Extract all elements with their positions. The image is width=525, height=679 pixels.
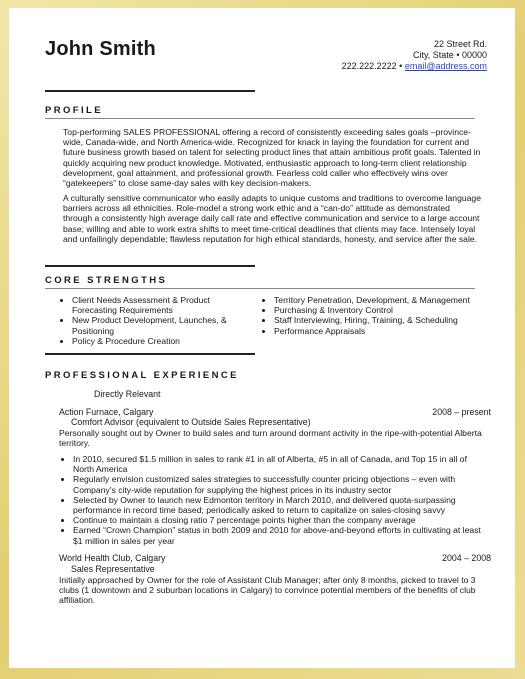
- strength-item: • Territory Penetration, Development, & Management: [274, 295, 480, 305]
- job-company: Action Furnace, Calgary: [59, 407, 154, 417]
- candidate-name: John Smith: [45, 38, 156, 60]
- experience-subheading: Directly Relevant: [94, 389, 161, 399]
- strength-item: • Client Needs Assessment & Product Forecasting Requirements: [72, 295, 254, 315]
- profile-section-title: PROFILE: [45, 105, 103, 116]
- strengths-section-title: CORE STRENGTHS: [45, 275, 168, 286]
- strength-item: • Staff Interviewing, Hiring, Training, & Scheduling: [274, 315, 480, 325]
- achievement-item: • Selected by Owner to launch new Edmonton territory in March 2010, and delivered quota-surpassing performance in record time based; periodically asked to return to capitalize on sales-closing savvy: [73, 495, 485, 515]
- profile-rule-bottom: [45, 118, 475, 119]
- phone-email-line: [342, 61, 487, 72]
- address-line2: City, State • 00000: [412, 50, 487, 60]
- strengths-rule-top: [45, 265, 255, 267]
- strength-item: • Performance Appraisals: [274, 326, 480, 336]
- job-header: [59, 553, 491, 563]
- email-link[interactable]: email@address.com: [404, 61, 487, 71]
- job-role: Comfort Advisor (equivalent to Outside Sales Representative): [71, 417, 311, 427]
- profile-paragraph-2: A culturally sensitive communicator who easily adapts to unique customs and traditions to overcome language barriers across all ethnicities. Role-model a strong work ethic and a “can-do” attitude as demonstrated through a consistently high average daily call rate and effective communication and service to a large account base; willing and able to work extra shifts to meet time-critical deadlines that clients may face. Intensely loyal and unfailingly dependable; flawless reputation for high ethical standards, honesty, and service after the sale.: [63, 193, 481, 244]
- job-header: [59, 407, 491, 417]
- achievement-item: • Continue to maintain a closing ratio 7 percentage points higher than the company average: [73, 515, 485, 525]
- experience-rule-top: [45, 353, 255, 355]
- strengths-column-1: [58, 295, 254, 346]
- achievement-item: • In 2010, secured $1.5 million in sales to rank #1 in all of Alberta, #5 in all of Canada, and Top 15 in all of North America: [73, 454, 485, 474]
- experience-section-title: PROFESSIONAL EXPERIENCE: [45, 370, 239, 381]
- job-role: Sales Representative: [71, 564, 155, 574]
- contact-separator: •: [396, 61, 405, 71]
- achievement-item: • Earned “Crown Champion” status in both 2009 and 2010 for above-and-beyond efforts in cultivating at least $1 million in sales per year: [73, 525, 485, 545]
- phone-number: 222.222.2222: [341, 61, 397, 71]
- strength-item: • Policy & Procedure Creation: [72, 336, 254, 346]
- contact-block: [342, 39, 487, 72]
- achievement-item: • Regularly envision customized sales strategies to successfully counter pricing objections – even with Company’s city-wide reputation for supplying the highest prices in its industry sector: [73, 474, 485, 494]
- address-line1: 22 Street Rd.: [433, 39, 487, 49]
- job-achievements: [59, 454, 485, 546]
- resume-page: [9, 8, 515, 668]
- profile-paragraph-1: Top-performing SALES PROFESSIONAL offering a record of consistently exceeding sales goals –province-wide, Canada-wide, and North America-wide. Recognized for knack in laying the foundation for current and future business growth based on talent for selecting product lines that attain ambitious profit goals. Talented in quickly acquiring new product knowledge. Motivated, enthusiastic approach to long-term client relationship development, goal attainment, and professional growth. Fearless cold caller who effectively wins over “gatekeepers” to close same-day sales with key decision-makers.: [63, 127, 481, 189]
- profile-rule-top: [45, 90, 255, 92]
- strength-item: • New Product Development, Launches, & Positioning: [72, 315, 254, 335]
- job-description: Personally sought out by Owner to build sales and turn around dormant activity in the ripe-with-potential Alberta territory.: [59, 428, 482, 449]
- job-company: World Health Club, Calgary: [59, 553, 166, 563]
- job-description: Initially approached by Owner for the role of Assistant Club Manager; after only 8 months, picked to travel to 3 clubs (1 downtown and 2 suburban locations in Calgary) to convince potential members of the benefits of club affiliation.: [59, 575, 476, 606]
- strengths-column-2: [260, 295, 480, 336]
- job-dates: 2004 – 2008: [442, 553, 491, 563]
- job-dates: 2008 – present: [432, 407, 491, 417]
- strength-item: • Purchasing & Inventory Control: [274, 305, 480, 315]
- strengths-rule-bottom: [45, 288, 475, 289]
